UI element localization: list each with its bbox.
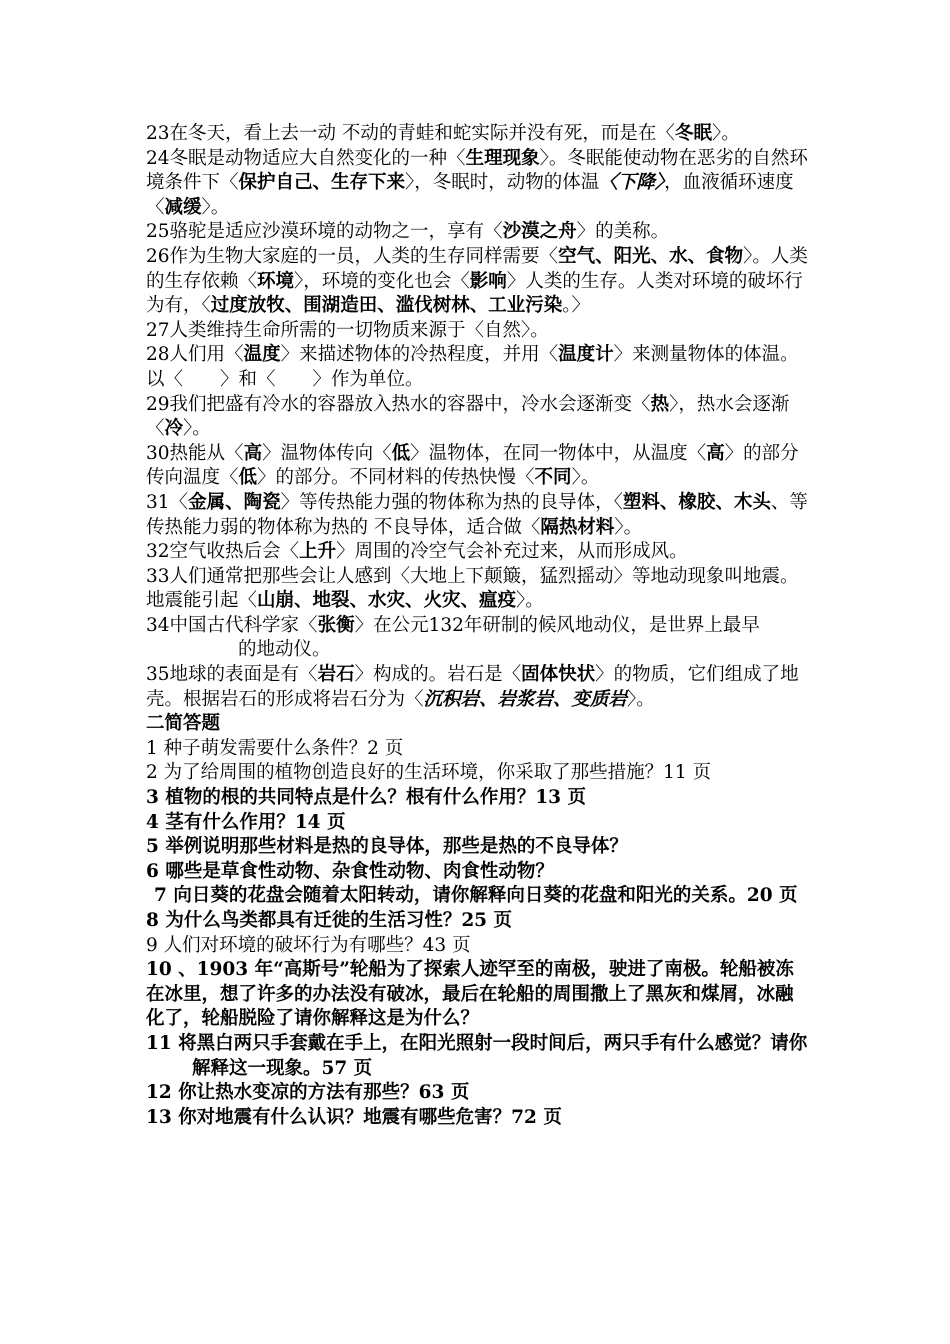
answer-text: 冬眠 bbox=[674, 123, 712, 144]
document-body bbox=[146, 122, 811, 1130]
fill-item bbox=[146, 565, 811, 614]
item-text: 〉。冬眠能使动物在恶劣的自然环境条件下〈 bbox=[146, 147, 808, 194]
item-text: ，血液循环速度〈 bbox=[146, 172, 794, 218]
answer-text: 热 bbox=[650, 393, 670, 415]
item-text: 。〉 bbox=[562, 295, 591, 317]
answer-text: 〈下降〉 bbox=[599, 172, 665, 194]
fill-item bbox=[146, 245, 811, 319]
item-text: 〉。 bbox=[627, 688, 655, 710]
item-text: 人类维持生命所需的一切物质来源于〈自然〉。 bbox=[169, 319, 549, 341]
question-item: 5 举例说明那些材料是热的良导体，那些是热的不良导体？ bbox=[146, 836, 628, 858]
answer-text: 不同 bbox=[534, 467, 572, 489]
item-text: 〉。 bbox=[201, 196, 230, 218]
item-text: 〉的美称。 bbox=[576, 221, 670, 243]
fill-item bbox=[146, 540, 811, 565]
answer-text: 减缓 bbox=[164, 196, 202, 218]
item-number: 25 bbox=[146, 221, 170, 243]
item-text: 〉。 bbox=[711, 123, 740, 144]
item-text: 地球的表面是有〈 bbox=[169, 664, 318, 686]
item-text: 〉人类的生存。人类对环境的破坏行为有，〈 bbox=[146, 270, 803, 317]
item-text: 〉。 bbox=[614, 516, 643, 538]
item-number: 23 bbox=[146, 123, 170, 144]
fill-item bbox=[146, 343, 811, 392]
item-text: 人们通常把那些会让人感到〈大地上下颠簸，猛烈摇动〉等地动现象叫地震。地震能引起〈 bbox=[146, 565, 799, 612]
item-text: 〉温物体传向〈 bbox=[262, 442, 392, 464]
item-number: 32 bbox=[146, 541, 170, 563]
answer-text: 低 bbox=[391, 442, 411, 464]
item-text: 〈 bbox=[169, 491, 189, 513]
question-item: 4 茎有什么作用？14 页 bbox=[146, 811, 346, 833]
item-number: 29 bbox=[146, 393, 170, 415]
item-number: 27 bbox=[146, 319, 170, 341]
item-number: 35 bbox=[146, 664, 170, 686]
answer-text: 空气、阳光、水、食物 bbox=[558, 245, 744, 267]
fill-item bbox=[146, 442, 811, 491]
answer-text: 固体快状 bbox=[521, 664, 596, 686]
question-item: 6 哪些是草食性动物、杂食性动物、肉食性动物？ bbox=[146, 860, 554, 882]
answer-text: 塑料、橡胶、木头 bbox=[622, 491, 771, 513]
item-number: 28 bbox=[146, 344, 170, 366]
item-number: 26 bbox=[146, 245, 170, 267]
item-text: 的地动仪。 bbox=[238, 639, 331, 661]
item-text: 〉，热水会逐渐〈 bbox=[146, 393, 790, 440]
item-text: 中国古代科学家〈 bbox=[169, 614, 318, 636]
item-number: 33 bbox=[146, 565, 170, 587]
item-text: 〉构成的。岩石是〈 bbox=[354, 664, 522, 686]
answer-text: 沙漠之舟 bbox=[502, 221, 577, 243]
answer-text: 张衡 bbox=[317, 614, 355, 636]
answer-text: 隔热材料 bbox=[540, 516, 615, 538]
fill-item bbox=[146, 614, 811, 663]
fill-item bbox=[146, 122, 811, 147]
item-text: 〉。 bbox=[516, 590, 544, 612]
question-item: 3 植物的根的共同特点是什么？根有什么作用？13 页 bbox=[146, 787, 587, 809]
fill-item bbox=[146, 220, 811, 245]
answer-text: 金属、陶瓷 bbox=[188, 491, 281, 513]
item-text: 〉。人类的生存依赖〈 bbox=[146, 245, 808, 292]
question-item: 8 为什么鸟类都具有迁徙的生活习性？25 页 bbox=[146, 910, 512, 931]
item-number: 30 bbox=[146, 442, 170, 464]
fill-item bbox=[146, 319, 811, 344]
item-text: 〉。 bbox=[183, 418, 211, 440]
question-item: 13 你对地震有什么认识？地震有哪些危害？72 页 bbox=[146, 1106, 562, 1128]
question-item: 10 、1903 年“高斯号”轮船为了探索人迹罕至的南极，驶进了南极。轮船被冻在冰里，想了许多的办法没有破冰，最后在轮船的周围撒上了黑灰和煤屑，冰融化了，轮船脱险了请你解释这是为什么？ bbox=[146, 959, 794, 1030]
item-text: 〉来描述物体的冷热程度，并用〈 bbox=[280, 344, 559, 366]
item-text: 〉，冬眠时，动物的体温 bbox=[405, 172, 600, 194]
fill-item bbox=[146, 491, 811, 540]
item-text: 〉周围的冷空气会补充过来，从而形成风。 bbox=[336, 541, 688, 563]
answer-text: 环境 bbox=[257, 270, 295, 292]
section-title: 二简答题 bbox=[146, 713, 221, 735]
fill-item bbox=[146, 147, 811, 221]
item-text: 〉等传热能力强的物体称为热的良导体，〈 bbox=[280, 491, 623, 513]
item-number: 34 bbox=[146, 614, 170, 636]
short-answer-section bbox=[146, 737, 811, 1131]
answer-text: 影响 bbox=[469, 270, 507, 292]
answer-text: 过度放牧、围湖造田、滥伐树林、工业污染 bbox=[210, 295, 563, 317]
item-text: 、等传热能力弱的物体称为热的 不良导体，适合做〈 bbox=[146, 491, 808, 538]
item-text: 人们用〈 bbox=[169, 344, 244, 366]
item-text: 骆驼是适应沙漠环境的动物之一，享有〈 bbox=[169, 221, 503, 243]
question-item: 12 你让热水变凉的方法有那些？63 页 bbox=[146, 1082, 470, 1104]
answer-text: 山崩、地裂、水灾、火灾、瘟疫 bbox=[257, 590, 517, 612]
item-text: 冬眠是动物适应大自然变化的一种〈 bbox=[169, 147, 466, 169]
item-text: 〉温物体，在同一物体中，从温度〈 bbox=[410, 442, 707, 464]
fill-item bbox=[146, 393, 811, 442]
answer-text: 高 bbox=[706, 442, 725, 464]
fill-item bbox=[146, 663, 811, 712]
item-text: 作为生物大家庭的一员，人类的生存同样需要〈 bbox=[169, 245, 559, 267]
item-text: 〉的部分。不同材料的传热快慢〈 bbox=[257, 467, 535, 489]
fill-in-section bbox=[146, 122, 811, 712]
answer-text: 低 bbox=[238, 467, 258, 489]
answer-text: 温度 bbox=[243, 344, 281, 366]
answer-text: 温度计 bbox=[558, 344, 614, 366]
item-text: 〉。 bbox=[571, 467, 600, 489]
answer-text: 冷 bbox=[164, 418, 184, 440]
question-item: 7 向日葵的花盘会随着太阳转动，请你解释向日葵的花盘和阳光的关系。20 页 bbox=[154, 885, 798, 907]
answer-text: 高 bbox=[243, 442, 263, 464]
answer-text: 岩石 bbox=[317, 664, 355, 686]
answer-text: 保护自己、生存下来 bbox=[238, 172, 406, 194]
answer-text: 生理现象 bbox=[465, 147, 540, 169]
question-item: 9 人们对环境的破坏行为有哪些？43 页 bbox=[146, 934, 471, 956]
item-text: 在冬天，看上去一动 不动的青蛙和蛇实际并没有死，而是在〈 bbox=[169, 123, 675, 144]
question-item: 2 为了给周围的植物创造良好的生活环境，你采取了那些措施？11 页 bbox=[146, 762, 712, 784]
item-text: 空气收热后会〈 bbox=[169, 541, 300, 563]
item-number: 24 bbox=[146, 147, 170, 169]
item-number: 31 bbox=[146, 491, 170, 513]
item-text: 我们把盛有冷水的容器放入热水的容器中，冷水会逐渐变〈 bbox=[169, 393, 651, 415]
item-text: 〉在公元132年研制的候风地动仪，是世界上最早 bbox=[354, 614, 760, 636]
item-text: 〉，环境的变化也会〈 bbox=[294, 270, 470, 292]
question-item: 1 种子萌发需要什么条件？2 页 bbox=[146, 737, 404, 759]
item-text: 热能从〈 bbox=[169, 442, 244, 464]
answer-text: 沉积岩、岩浆岩、变质岩 bbox=[423, 688, 628, 710]
item-text: 〉的物质，它们组成了地壳。根据岩石的形成将岩石分为〈 bbox=[146, 664, 799, 710]
item-text: 〉的部分传向温度〈 bbox=[146, 442, 799, 489]
item-text: 〉来测量物体的体温。以〈 〉和〈 〉作为单位。 bbox=[146, 344, 799, 390]
answer-text: 上升 bbox=[299, 541, 337, 563]
question-item: 11 将黑白两只手套戴在手上，在阳光照射一段时间后，两只手有什么感觉？请你解释这一现象。57 页 bbox=[146, 1032, 808, 1079]
